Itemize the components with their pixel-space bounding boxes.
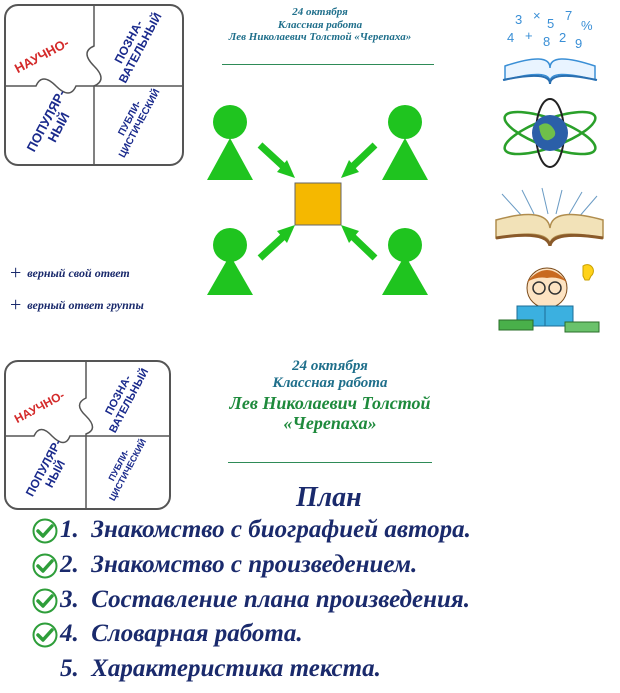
bottom-date: 24 октября bbox=[292, 358, 368, 374]
plan-item-text: Словарная работа. bbox=[91, 620, 303, 647]
puzzle-piece-populyarny-text: ПОПУЛЯР-НЫЙ bbox=[23, 87, 73, 155]
puzzle-piece-populyarny-text: ПОПУЛЯР-НЫЙ bbox=[22, 436, 69, 499]
plus-icon: + bbox=[10, 262, 22, 284]
plan-item-text: Составление плана произведения. bbox=[91, 586, 471, 613]
plan-item-4 bbox=[60, 620, 303, 648]
svg-text:8: 8 bbox=[543, 34, 551, 49]
person-bottom-left-icon bbox=[207, 228, 253, 295]
svg-text:×: × bbox=[533, 8, 541, 23]
checkmark-icon bbox=[32, 553, 58, 579]
plan-item-1 bbox=[60, 516, 471, 544]
bottom-divider bbox=[228, 462, 432, 463]
bottom-title: «Черепаха» bbox=[283, 413, 377, 434]
svg-text:4: 4 bbox=[507, 30, 515, 45]
puzzle-piece-publicistichesky-text: ПУБЛИ-ЦИСТИЧЕСКИЙ bbox=[106, 437, 149, 503]
plan-item-3 bbox=[60, 586, 470, 614]
bottom-work: Классная работа bbox=[272, 375, 388, 392]
plan-item-5 bbox=[60, 655, 381, 683]
puzzle-piece-nauchno: НАУЧНО- bbox=[11, 387, 67, 427]
genre-puzzle-bottom bbox=[4, 360, 171, 510]
plan-item-num: 5. bbox=[60, 655, 79, 682]
svg-text:5: 5 bbox=[547, 16, 555, 31]
legend-group-answer-text: верный ответ группы bbox=[27, 298, 144, 312]
atom-globe-icon bbox=[495, 98, 605, 168]
open-book-icon bbox=[492, 186, 607, 246]
checkmark-icon bbox=[32, 622, 58, 648]
person-top-left-icon bbox=[207, 105, 253, 180]
top-divider bbox=[222, 64, 434, 65]
top-work: Классная работа bbox=[277, 18, 363, 31]
puzzle-piece-poznavatelny-text: ПОЗНА-ВАТЕЛЬНЫЙ bbox=[103, 366, 152, 436]
puzzle-piece-publicistichesky-text: ПУБЛИ-ЦИСТИЧЕСКИЙ bbox=[116, 87, 163, 160]
center-square bbox=[295, 183, 341, 225]
svg-text:9: 9 bbox=[575, 36, 583, 51]
plan-item-text: Знакомство с биографией автора. bbox=[91, 516, 471, 543]
bottom-author: Лев Николаевич Толстой bbox=[229, 392, 431, 413]
top-author: Лев Николаевич Толстой «Черепаха» bbox=[228, 31, 412, 44]
plan-item-text: Знакомство с произведением. bbox=[91, 551, 418, 578]
svg-text:2: 2 bbox=[559, 30, 567, 45]
bottom-header bbox=[190, 358, 470, 434]
legend-own-answer-text: верный свой ответ bbox=[27, 266, 130, 280]
top-header bbox=[200, 6, 440, 44]
svg-text:3: 3 bbox=[515, 12, 523, 27]
legend-own-answer bbox=[10, 262, 130, 285]
plan-item-num: 4. bbox=[60, 620, 79, 647]
reading-child-icon bbox=[495, 258, 605, 338]
math-book-icon bbox=[495, 6, 605, 86]
svg-text:%: % bbox=[581, 18, 593, 33]
plan-item-num: 2. bbox=[60, 551, 79, 578]
checkmark-icon bbox=[32, 518, 58, 544]
legend-group-answer bbox=[10, 294, 144, 317]
svg-text:7: 7 bbox=[565, 8, 573, 23]
checkmark-icon bbox=[32, 588, 58, 614]
puzzle-piece-poznavatelny-text: ПОЗНА-ВАТЕЛЬНЫЙ bbox=[111, 10, 165, 86]
top-date: 24 октября bbox=[292, 6, 348, 18]
plus-icon: + bbox=[10, 294, 22, 316]
plan-item-text: Характеристика текста. bbox=[91, 655, 381, 682]
group-diagram bbox=[205, 100, 435, 300]
person-bottom-right-icon bbox=[382, 228, 428, 295]
svg-text:+: + bbox=[525, 28, 533, 43]
plan-item-num: 3. bbox=[60, 586, 79, 613]
plan-item-num: 1. bbox=[60, 516, 79, 543]
puzzle-piece-nauchno: НАУЧНО- bbox=[11, 34, 72, 77]
person-top-right-icon bbox=[382, 105, 428, 180]
genre-puzzle-top bbox=[4, 4, 184, 166]
plan-title: План bbox=[296, 482, 362, 513]
plan-item-2 bbox=[60, 551, 417, 579]
